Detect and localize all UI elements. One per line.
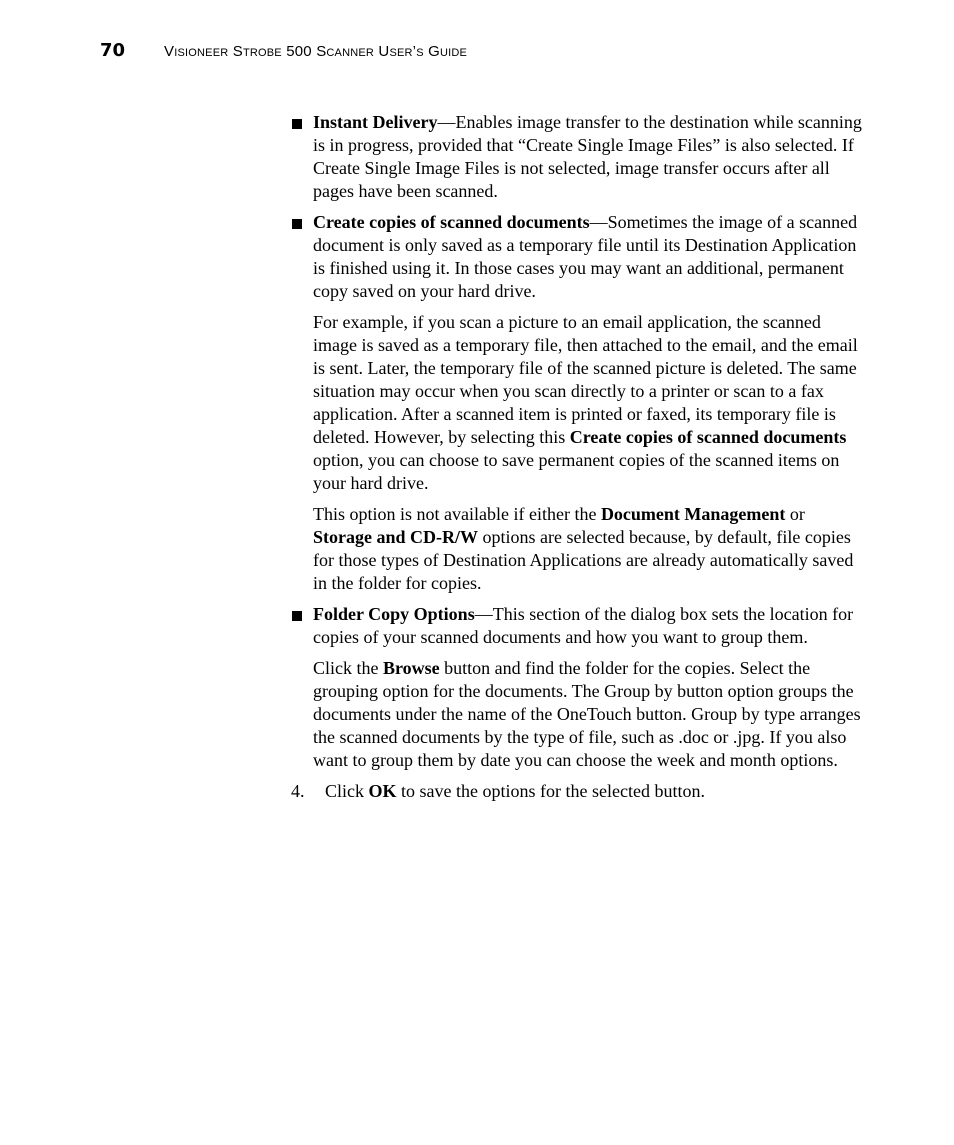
step-4 bbox=[291, 780, 863, 803]
item-description: —Enables image transfer to the destination while scanning is in progress, provided that “Create Single Image Files” is also selected. If Create Single Image Files is not selected, image transfer occurs after all pages have been scanned. bbox=[313, 112, 862, 201]
item-paragraph bbox=[313, 211, 863, 303]
list-item-create-copies bbox=[291, 211, 863, 595]
square-bullet-icon bbox=[292, 611, 302, 621]
item-term: Folder Copy Options bbox=[313, 604, 475, 624]
bold-term: OK bbox=[368, 781, 397, 801]
text-run: Click bbox=[325, 781, 369, 801]
item-paragraph bbox=[313, 603, 863, 649]
bold-term: Browse bbox=[383, 658, 440, 678]
running-title: Visioneer Strobe 500 Scanner User’s Guide bbox=[164, 43, 468, 60]
step-text bbox=[325, 780, 863, 803]
text-run: options are selected because, by default, file copies for those types of Destination Applications are already automatically saved in the folder for copies. bbox=[313, 527, 854, 593]
bold-term: Storage and CD-R/W bbox=[313, 527, 478, 547]
step-number: 4. bbox=[291, 781, 305, 801]
square-bullet-icon bbox=[292, 219, 302, 229]
example-paragraph bbox=[313, 311, 863, 495]
page-header bbox=[100, 40, 467, 64]
text-run: button and find the folder for the copies. Select the grouping option for the documents. The Group by button option groups the documents under the name of the OneTouch button. Group by type arranges the scanned documents by the type of file, such as .doc or .jpg. If you also want to group them by date you can choose the week and month options. bbox=[313, 658, 861, 770]
item-term: Create copies of scanned documents bbox=[313, 212, 590, 232]
page-content bbox=[291, 111, 863, 803]
availability-paragraph bbox=[313, 503, 863, 595]
text-run: For example, if you scan a picture to an email application, the scanned image is saved as a temporary file, then attached to the email, and the email is sent. Later, the temporary file of the scanned picture is deleted. The same situation may occur when you scan directly to a printer or scan to a fax application. After a scanned item is printed or faxed, its temporary file is deleted. However, by selecting this bbox=[313, 312, 858, 447]
bold-term: Create copies of scanned documents bbox=[569, 427, 847, 447]
item-description: —Sometimes the image of a scanned document is only saved as a temporary file until its Destination Application is finished using it. In those cases you may want an additional, permanent copy saved on your hard drive. bbox=[313, 212, 858, 301]
list-item-instant-delivery bbox=[291, 111, 863, 203]
item-term: Instant Delivery bbox=[313, 112, 438, 132]
text-run: to save the options for the selected button. bbox=[396, 781, 705, 801]
text-run: or bbox=[785, 504, 805, 524]
square-bullet-icon bbox=[292, 119, 302, 129]
item-description: —This section of the dialog box sets the location for copies of your scanned documents and how you want to group them. bbox=[313, 604, 854, 647]
text-run: option, you can choose to save permanent copies of the scanned items on your hard drive. bbox=[313, 450, 840, 493]
page-number: 70 bbox=[100, 40, 126, 61]
text-run: This option is not available if either the bbox=[313, 504, 601, 524]
list-item-folder-copy-options bbox=[291, 603, 863, 772]
item-paragraph bbox=[313, 111, 863, 203]
bold-term: Document Management bbox=[600, 504, 786, 524]
text-run: Click the bbox=[313, 658, 383, 678]
browse-paragraph bbox=[313, 657, 863, 772]
